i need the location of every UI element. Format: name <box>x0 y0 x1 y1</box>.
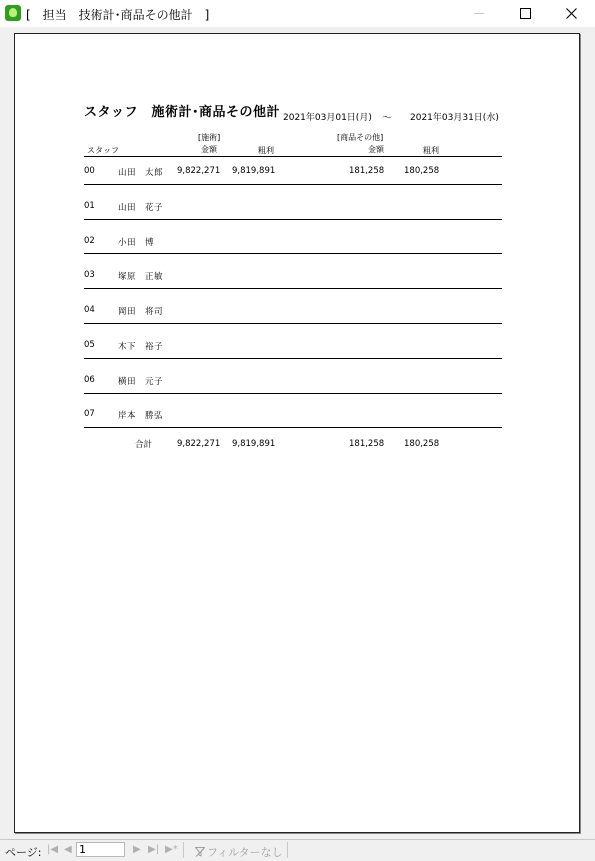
date-to: 2021年03月31日(水) <box>410 113 499 123</box>
filter-label: フィルターなし <box>207 846 283 859</box>
total-label: 合計 <box>135 440 153 450</box>
header-group-products: [商品その他] <box>337 133 384 142</box>
staff-code: 01 <box>84 201 95 211</box>
row-divider <box>84 358 502 359</box>
row-divider <box>84 288 502 289</box>
profit-treatment: 9,819,891 <box>232 166 276 176</box>
date-separator: ～ <box>382 113 392 124</box>
profit-products: 180,258 <box>404 166 440 176</box>
total-profit-products: 180,258 <box>404 439 440 449</box>
staff-code: 03 <box>84 270 95 280</box>
header-amount-products: 金額 <box>368 145 384 154</box>
row-divider <box>84 219 502 220</box>
close-button[interactable] <box>548 0 594 27</box>
staff-code: 05 <box>84 340 95 350</box>
header-rule <box>84 156 502 157</box>
minimize-button[interactable] <box>456 0 502 27</box>
staff-name: 小田 博 <box>118 238 155 248</box>
new-record-icon[interactable]: ▶* <box>165 844 178 855</box>
page-number-input[interactable]: 1 <box>76 842 125 857</box>
window-titlebar <box>0 0 595 28</box>
row-divider <box>84 393 502 394</box>
minimize-icon <box>474 13 484 14</box>
staff-name: 横田 元子 <box>118 377 164 387</box>
separator <box>287 842 288 858</box>
total-amount-treatment: 9,822,271 <box>177 439 221 449</box>
staff-code: 00 <box>84 166 95 176</box>
staff-code: 07 <box>84 409 95 419</box>
row-divider <box>84 253 502 254</box>
amount-treatment: 9,822,271 <box>177 166 221 176</box>
filter-icon <box>195 847 205 857</box>
window-title: [ 担当 技術計･商品その他計 ] <box>26 8 210 22</box>
amount-products: 181,258 <box>349 166 385 176</box>
report-preview-area[interactable] <box>0 27 595 839</box>
staff-code: 04 <box>84 305 95 315</box>
date-from: 2021年03月01日(月) <box>283 113 372 123</box>
staff-name: 木下 裕子 <box>118 342 164 352</box>
staff-code: 02 <box>84 236 95 246</box>
header-group-treatment: [施術] <box>198 133 221 142</box>
staff-name: 塚原 正敏 <box>118 272 164 282</box>
row-divider <box>84 323 502 324</box>
maximize-icon <box>520 8 531 19</box>
app-icon[interactable] <box>5 5 21 21</box>
staff-name: 山田 太郎 <box>118 168 164 178</box>
header-profit-products: 粗利 <box>423 146 439 155</box>
header-profit-treatment: 粗利 <box>258 146 274 155</box>
first-page-icon[interactable]: |◀ <box>47 844 59 855</box>
row-divider <box>84 184 502 185</box>
report-page <box>14 33 580 833</box>
staff-name: 山田 花子 <box>118 203 164 213</box>
prev-page-icon[interactable]: ◀ <box>64 844 72 855</box>
staff-code: 06 <box>84 375 95 385</box>
total-profit-treatment: 9,819,891 <box>232 439 276 449</box>
row-divider <box>84 427 502 428</box>
header-amount-treatment: 金額 <box>201 145 217 154</box>
total-amount-products: 181,258 <box>349 439 385 449</box>
close-icon <box>566 8 577 19</box>
record-navigation-bar <box>0 839 595 861</box>
page-label: ページ: <box>5 846 42 859</box>
report-title: スタッフ 施術計･商品その他計 <box>84 105 281 120</box>
header-staff: スタッフ <box>87 146 119 155</box>
maximize-button[interactable] <box>502 0 548 27</box>
staff-name: 岸本 勝弘 <box>118 411 164 421</box>
staff-name: 岡田 将司 <box>118 307 164 317</box>
separator <box>183 842 184 858</box>
next-page-icon[interactable]: ▶ <box>133 844 141 855</box>
last-page-icon[interactable]: ▶| <box>148 844 160 855</box>
filter-toggle[interactable] <box>195 844 283 860</box>
